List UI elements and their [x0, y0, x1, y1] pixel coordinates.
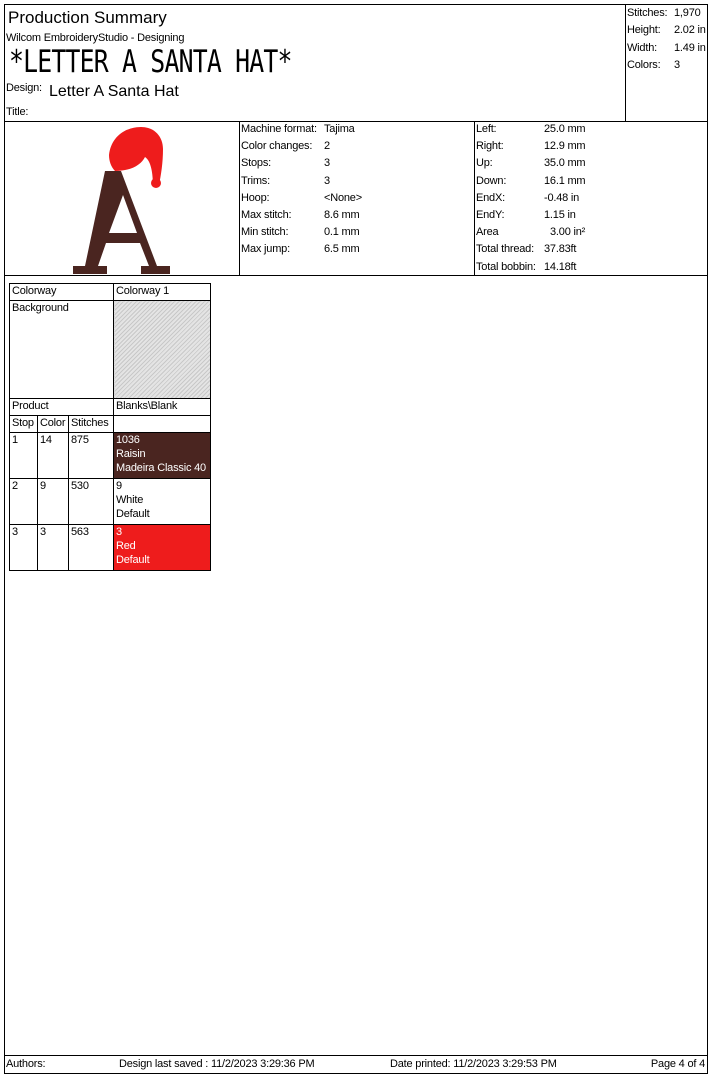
- authors-label: Authors:: [6, 1058, 46, 1070]
- color-cell: 3: [38, 525, 69, 571]
- dimension-label: Area: [476, 226, 499, 239]
- machine-info-value: 3: [324, 174, 330, 187]
- colorway-label: Colorway: [10, 284, 114, 301]
- background-label: Background: [10, 301, 114, 399]
- thread-name: Raisin: [116, 448, 146, 460]
- page-number: Page 4 of 4: [650, 1058, 705, 1070]
- colorway-rows: [10, 433, 211, 571]
- hat-pompom: [151, 178, 161, 188]
- dimension-value: 14.18ft: [544, 260, 577, 273]
- machine-info-label: Hoop:: [241, 191, 270, 204]
- stat-value: 3: [674, 58, 680, 71]
- dimension-value: 1.15 in: [544, 209, 576, 221]
- machine-info-value: Tajima: [324, 123, 355, 135]
- stat-value: 1,970: [674, 7, 701, 19]
- header-separator: [5, 121, 707, 122]
- product-value: Blanks\Blank: [114, 399, 211, 416]
- background-swatch: [114, 301, 211, 399]
- table-row: [10, 433, 211, 479]
- dimension-value: 12.9 mm: [544, 140, 586, 153]
- dimension-value: 37.83ft: [544, 243, 577, 256]
- stitches-cell: 530: [69, 479, 114, 525]
- thread-name: White: [116, 494, 144, 506]
- machine-info-value: 8.6 mm: [324, 209, 360, 221]
- thread-chart: Default: [116, 554, 150, 566]
- thread-name: Red: [116, 540, 136, 552]
- dimension-value: 25.0 mm: [544, 123, 586, 135]
- colorway-table: [9, 283, 211, 571]
- color-cell: 9: [38, 479, 69, 525]
- table-row: [10, 525, 211, 571]
- product-label: Product: [10, 399, 114, 416]
- stat-value: 2.02 in: [674, 24, 706, 37]
- machine-info-label: Color changes:: [241, 140, 313, 153]
- dimension-label: Down:: [476, 174, 507, 187]
- dimension-value: 3.00 in²: [550, 226, 586, 239]
- color-cell: 14: [38, 433, 69, 479]
- thread-code: 9: [116, 480, 122, 492]
- software-name: Wilcom EmbroideryStudio - Designing: [6, 32, 185, 44]
- info-divider: [474, 121, 475, 275]
- info-separator: [5, 275, 707, 276]
- last-saved-date: Design last saved : 11/2/2023 3:29:36 PM: [119, 1058, 315, 1070]
- colorway-name: Colorway 1: [114, 284, 211, 301]
- stat-label: Stitches:: [627, 7, 668, 19]
- dimension-label: EndY:: [476, 209, 505, 221]
- preview-divider: [239, 121, 240, 275]
- thread-code: 1036: [116, 434, 140, 446]
- stop-cell: 2: [10, 479, 38, 525]
- machine-info-label: Trims:: [241, 174, 270, 187]
- stat-value: 1.49 in: [674, 41, 706, 54]
- stat-label: Height:: [627, 24, 661, 37]
- machine-info-value: <None>: [324, 191, 362, 204]
- machine-info-value: 2: [324, 140, 330, 153]
- dimension-label: Total thread:: [476, 243, 534, 256]
- thread-code: 3: [116, 526, 122, 538]
- machine-info-label: Machine format:: [241, 123, 317, 135]
- dimension-value: 35.0 mm: [544, 157, 586, 170]
- stat-label: Colors:: [627, 58, 661, 71]
- design-banner: *LETTER A SANTA HAT*: [9, 44, 292, 80]
- machine-info-label: Stops:: [241, 157, 271, 170]
- machine-info-label: Max jump:: [241, 243, 290, 256]
- design-preview-image: [65, 123, 185, 275]
- design-label: Design:: [6, 82, 42, 94]
- stitches-cell: 563: [69, 525, 114, 571]
- column-header-color: Color: [38, 416, 69, 433]
- dimension-value: 16.1 mm: [544, 174, 586, 187]
- dimension-label: Up:: [476, 157, 493, 170]
- title-label: Title:: [6, 106, 29, 118]
- column-header-stop: Stop: [10, 416, 38, 433]
- thread-cell: [114, 479, 211, 525]
- dimension-label: Total bobbin:: [476, 260, 536, 273]
- dimension-label: EndX:: [476, 191, 505, 204]
- stitches-cell: 875: [69, 433, 114, 479]
- footer-separator: [5, 1055, 707, 1056]
- stats-divider: [625, 5, 626, 121]
- thread-cell: [114, 433, 211, 479]
- machine-info-value: 6.5 mm: [324, 243, 360, 256]
- dimension-label: Left:: [476, 123, 497, 135]
- stop-cell: 1: [10, 433, 38, 479]
- column-header-thread: [114, 416, 211, 433]
- table-row: [10, 479, 211, 525]
- thread-chart: Madeira Classic 40: [116, 462, 206, 474]
- stop-cell: 3: [10, 525, 38, 571]
- page-title: Production Summary: [8, 8, 167, 27]
- machine-info-value: 0.1 mm: [324, 226, 360, 239]
- machine-info-label: Min stitch:: [241, 226, 289, 239]
- column-header-stitches: Stitches: [69, 416, 114, 433]
- dimension-label: Right:: [476, 140, 504, 153]
- design-name: Letter A Santa Hat: [49, 83, 179, 100]
- thread-chart: Default: [116, 508, 150, 520]
- dimension-value: -0.48 in: [544, 191, 580, 204]
- machine-info-value: 3: [324, 157, 330, 170]
- stat-label: Width:: [627, 41, 657, 54]
- date-printed: Date printed: 11/2/2023 3:29:53 PM: [390, 1058, 557, 1070]
- thread-cell: [114, 525, 211, 571]
- machine-info-label: Max stitch:: [241, 209, 292, 221]
